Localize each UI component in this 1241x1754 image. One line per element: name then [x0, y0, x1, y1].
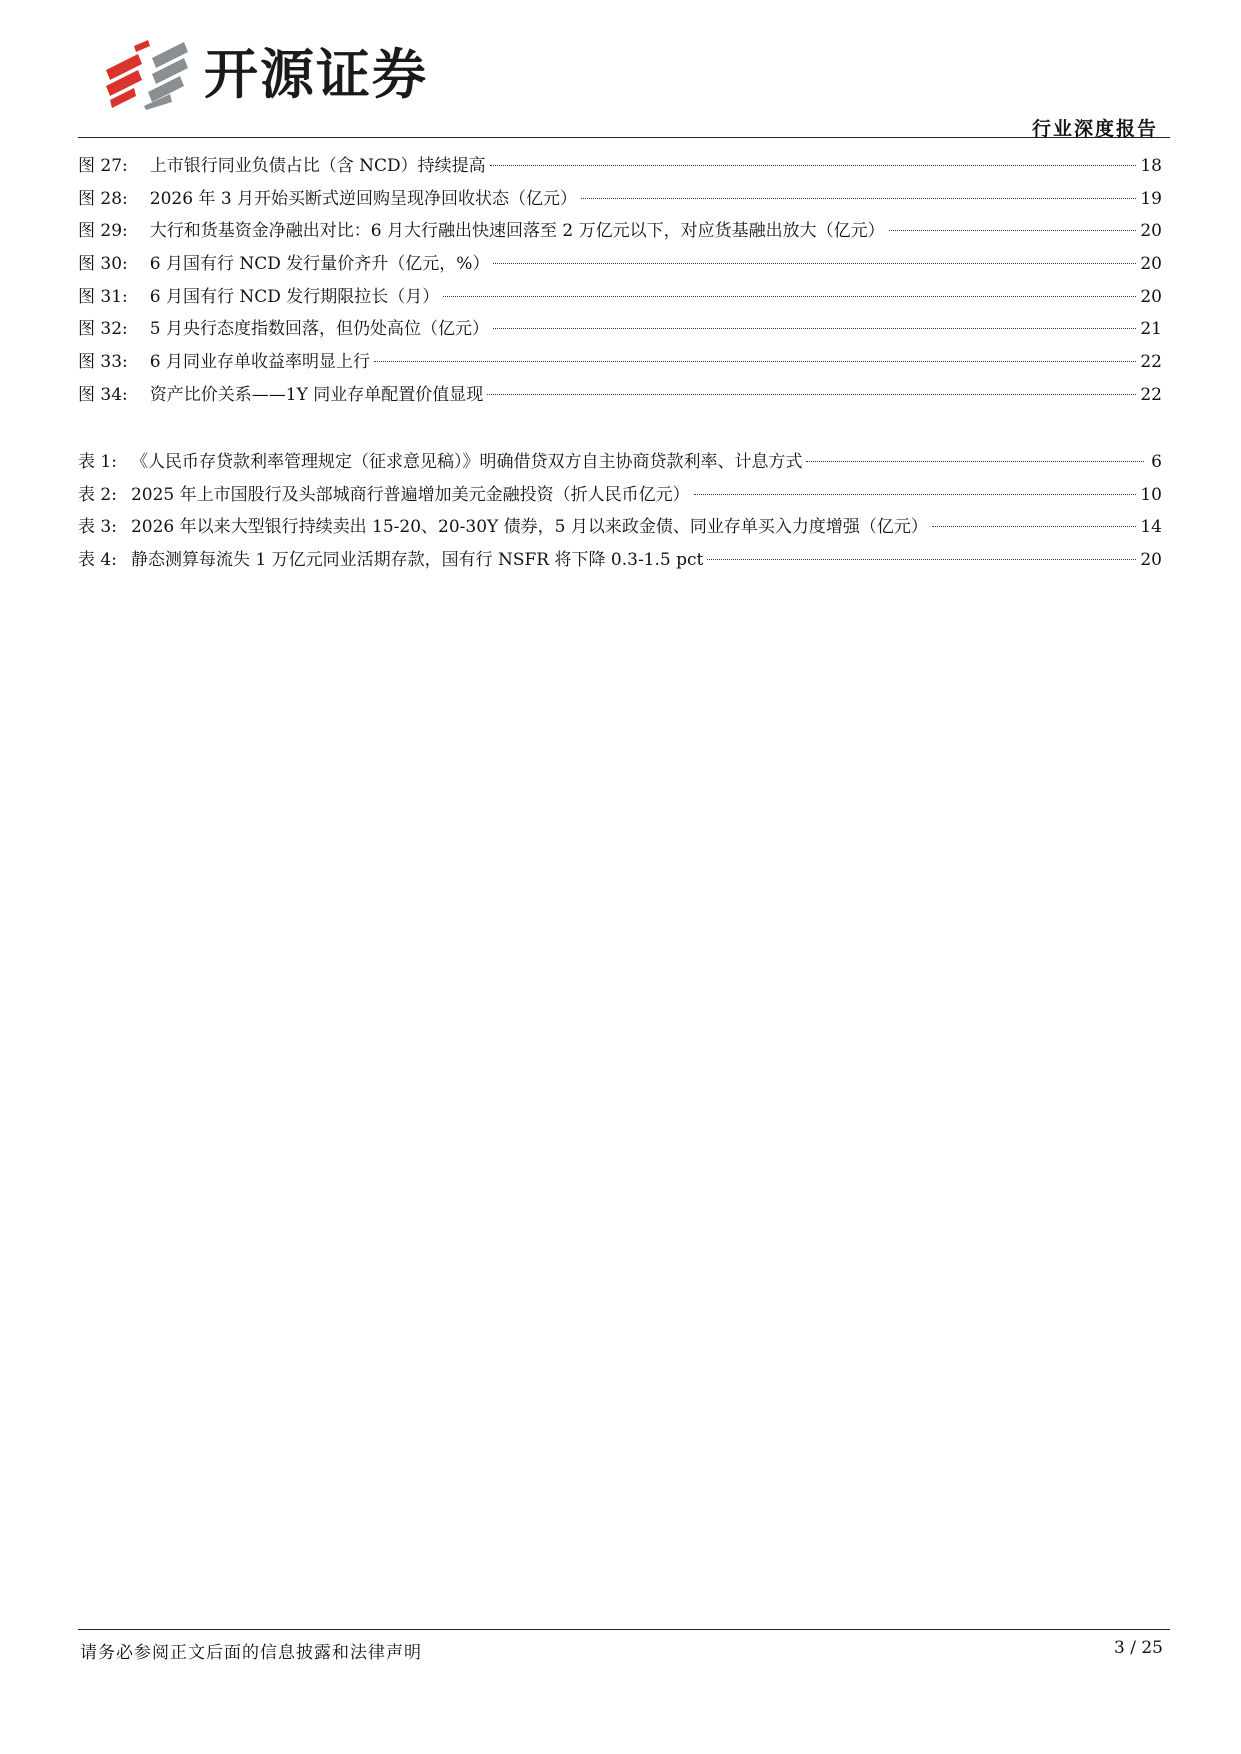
- company-logo: [104, 40, 428, 110]
- figure-entry-label: 图 30:: [78, 254, 128, 275]
- dot-leader: [694, 494, 1137, 495]
- dot-leader: [707, 559, 1136, 560]
- table-entry-title[interactable]: 2026 年以来大型银行持续卖出 15-20、20-30Y 债券，5 月以来政金债、同业存单买入力度增强（亿元）: [130, 517, 928, 538]
- dot-leader: [889, 230, 1137, 231]
- page-header: [78, 34, 1170, 138]
- table-entry-page[interactable]: 6: [1151, 452, 1162, 472]
- table-entry[interactable]: [78, 548, 1162, 581]
- figure-entry[interactable]: [78, 219, 1162, 252]
- figure-entry[interactable]: [78, 252, 1162, 285]
- footer-disclaimer: 请务必参阅正文后面的信息披露和法律声明: [80, 1643, 422, 1663]
- dot-leader: [490, 165, 1137, 166]
- table-entry[interactable]: [78, 515, 1162, 548]
- figure-entry-label: 图 32:: [78, 319, 128, 340]
- dot-leader: [493, 328, 1136, 329]
- table-entry-page[interactable]: 14: [1140, 517, 1162, 538]
- table-entry-page[interactable]: 20: [1140, 550, 1162, 571]
- figure-entry-page[interactable]: 18: [1140, 156, 1162, 176]
- dot-leader: [932, 526, 1136, 527]
- figure-entry-label: 图 33:: [78, 352, 128, 373]
- figure-entry-title[interactable]: 大行和货基资金净融出对比：6 月大行融出快速回落至 2 万亿元以下，对应货基融出放大（亿元）: [149, 221, 885, 242]
- figure-entry-page[interactable]: 19: [1140, 188, 1162, 209]
- table-entry-label: 表 1:: [78, 452, 117, 472]
- dot-leader: [806, 461, 1144, 462]
- figure-entry-label: 图 29:: [78, 221, 128, 242]
- figure-entry[interactable]: [78, 187, 1162, 220]
- figure-entry-page[interactable]: 20: [1140, 254, 1162, 275]
- table-entry-title[interactable]: 2025 年上市国股行及头部城商行普遍增加美元金融投资（折人民币亿元）: [130, 484, 690, 505]
- figure-entry-page[interactable]: 20: [1140, 221, 1162, 242]
- table-entry-label: 表 4:: [78, 550, 117, 571]
- dot-leader: [493, 263, 1136, 264]
- figure-entry-title[interactable]: 6 月国有行 NCD 发行期限拉长（月）: [149, 286, 440, 307]
- figure-entry-title[interactable]: 资产比价关系——1Y 同业存单配置价值显现: [149, 384, 484, 405]
- table-entry[interactable]: [78, 450, 1162, 483]
- table-entry-title[interactable]: 静态测算每流失 1 万亿元同业活期存款，国有行 NSFR 将下降 0.3-1.5 pct: [130, 550, 704, 571]
- figure-entry[interactable]: [78, 317, 1162, 350]
- figure-entry[interactable]: [78, 383, 1162, 416]
- figure-entry-page[interactable]: 22: [1140, 352, 1162, 373]
- figure-entry[interactable]: [78, 350, 1162, 383]
- table-entry-label: 表 3:: [78, 517, 117, 538]
- figure-index: [78, 154, 1162, 416]
- dot-leader: [374, 361, 1136, 362]
- logo-mark-icon: [104, 40, 190, 110]
- figure-entry-label: 图 34:: [78, 384, 128, 405]
- table-entry-label: 表 2:: [78, 484, 117, 505]
- figure-entry[interactable]: [78, 154, 1162, 187]
- figure-entry-title[interactable]: 上市银行同业负债占比（含 NCD）持续提高: [149, 156, 486, 176]
- table-entry-page[interactable]: 10: [1140, 484, 1162, 505]
- figure-entry-page[interactable]: 20: [1140, 286, 1162, 307]
- dot-leader: [443, 296, 1136, 297]
- footer-divider: [78, 1629, 1170, 1630]
- figure-entry-page[interactable]: 21: [1140, 319, 1162, 340]
- figure-entry-title[interactable]: 2026 年 3 月开始买断式逆回购呈现净回收状态（亿元）: [149, 188, 578, 209]
- figure-entry-label: 图 31:: [78, 286, 128, 307]
- page-number: 3 / 25: [1114, 1638, 1163, 1658]
- dot-leader: [487, 394, 1136, 395]
- figure-entry-title[interactable]: 5 月央行态度指数回落，但仍处高位（亿元）: [149, 319, 489, 340]
- figure-entry[interactable]: [78, 285, 1162, 318]
- table-entry-title[interactable]: 《人民币存贷款利率管理规定（征求意见稿）》明确借贷双方自主协商贷款利率、计息方式: [130, 452, 803, 472]
- figure-entry-title[interactable]: 6 月国有行 NCD 发行量价齐升（亿元，%）: [149, 254, 490, 275]
- header-divider: [78, 137, 1170, 138]
- brand-name: 开源证券: [204, 43, 428, 106]
- table-index: [78, 450, 1162, 581]
- figure-entry-title[interactable]: 6 月同业存单收益率明显上行: [149, 352, 370, 373]
- figure-entry-label: 图 28:: [78, 188, 128, 209]
- figure-entry-page[interactable]: 22: [1140, 384, 1162, 405]
- table-entry[interactable]: [78, 483, 1162, 516]
- report-type-label: 行业深度报告: [1031, 118, 1158, 140]
- figure-entry-label: 图 27:: [78, 156, 128, 176]
- dot-leader: [581, 198, 1136, 199]
